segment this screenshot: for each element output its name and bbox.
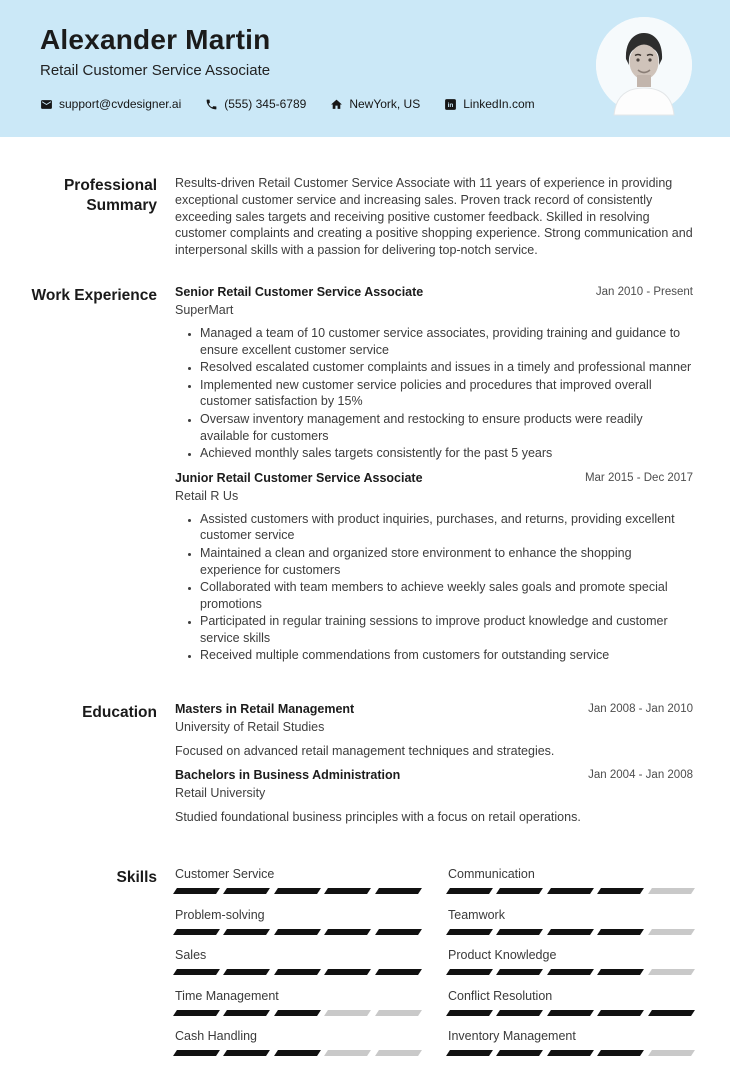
skill-bar-segment xyxy=(648,929,695,935)
skill-name: Teamwork xyxy=(448,907,505,922)
contact-phone-text: (555) 345-6789 xyxy=(224,97,307,111)
degree-description: Studied foundational business principles with a focus on retail operations. xyxy=(175,810,581,825)
skill-bar-segment xyxy=(173,888,220,894)
skill-bar-segment xyxy=(547,1010,594,1016)
professional-summary-text: Results-driven Retail Customer Service Associate with 11 years of experience in providing exceptional customer service and increasing sales. Proven track record of consistently exceeding sales targets and receiving positive customer feedback. Skilled in resolving customer complaints and creating a positive shopping experience. Strong communication and interpersonal skills with a passion for delivering top-notch service. xyxy=(175,176,693,258)
skill-bar-segment xyxy=(375,1050,422,1056)
person-job-title: Retail Customer Service Associate xyxy=(40,62,271,79)
contact-email xyxy=(40,97,181,111)
skill-bar-segment xyxy=(274,1050,321,1056)
section-label-work-experience: Work Experience xyxy=(31,286,157,304)
skill-item xyxy=(448,908,693,935)
degree-dates: Jan 2004 - Jan 2008 xyxy=(588,769,693,782)
person-name: Alexander Martin xyxy=(40,24,271,55)
skill-bar-segment xyxy=(496,969,543,975)
education-entry-heading xyxy=(175,768,400,801)
skill-bar xyxy=(448,969,693,975)
degree-school: University of Retail Studies xyxy=(175,720,325,735)
skill-bar-segment xyxy=(496,929,543,935)
section-education xyxy=(0,702,693,834)
skill-bar-segment xyxy=(223,888,270,894)
job-bullet: • Implemented new customer service policies and procedures that improved overall customer satisfaction by 15% xyxy=(200,377,693,410)
job-bullet: • Resolved escalated customer complaints and issues in a timely and professional manner xyxy=(200,359,693,376)
job-bullet: • Managed a team of 10 customer service associates, providing training and guidance to ensure excellent customer service xyxy=(200,325,693,358)
education-entry xyxy=(175,768,693,825)
skill-bar xyxy=(175,1050,420,1056)
section-skills xyxy=(0,867,693,1070)
profile-photo-illustration xyxy=(596,17,692,113)
job-bullet: • Received multiple commendations from customers for outstanding service xyxy=(200,647,693,664)
skill-bar-segment xyxy=(173,929,220,935)
job-bullets xyxy=(175,325,693,462)
skill-bar-segment xyxy=(446,1010,493,1016)
skill-item xyxy=(175,948,420,975)
skill-bar xyxy=(448,1050,693,1056)
contact-location-text: NewYork, US xyxy=(349,97,421,111)
skill-bar-segment xyxy=(446,888,493,894)
skill-bar-segment xyxy=(496,1010,543,1016)
skill-bar-segment xyxy=(547,929,594,935)
skill-name: Communication xyxy=(448,867,535,882)
skills-grid xyxy=(175,867,693,1070)
skill-name: Problem-solving xyxy=(175,907,265,922)
degree-title: Masters in Retail Management xyxy=(175,702,355,717)
job-entry xyxy=(175,471,693,664)
job-bullet: • Maintained a clean and organized store environment to enhance the shopping experience for customers xyxy=(200,545,693,578)
skill-item xyxy=(175,1029,420,1056)
skill-bar-segment xyxy=(375,969,422,975)
work-experience-entries xyxy=(175,285,693,673)
skill-bar-segment xyxy=(324,969,371,975)
skill-bar-segment xyxy=(597,888,644,894)
skill-item xyxy=(175,867,420,894)
skill-name: Cash Handling xyxy=(175,1029,257,1044)
skill-bar-segment xyxy=(223,1050,270,1056)
skill-bar xyxy=(175,929,420,935)
job-entry xyxy=(175,285,693,462)
skill-bar-segment xyxy=(648,969,695,975)
job-bullets xyxy=(175,511,693,664)
degree-school: Retail University xyxy=(175,786,266,801)
contact-email-text: support@cvdesigner.ai xyxy=(59,97,182,111)
resume-body xyxy=(0,137,730,1070)
skill-bar-segment xyxy=(375,929,422,935)
skill-bar xyxy=(448,888,693,894)
skill-bar xyxy=(175,969,420,975)
job-bullet: • Assisted customers with product inquiries, purchases, and returns, providing excellent customer service xyxy=(200,511,693,544)
education-entry-heading xyxy=(175,702,354,735)
skill-bar-segment xyxy=(324,1050,371,1056)
job-dates: Jan 2010 - Present xyxy=(595,285,693,298)
skill-bar-segment xyxy=(223,1010,270,1016)
job-entry-heading xyxy=(175,285,423,318)
job-company: SuperMart xyxy=(175,302,234,317)
skill-bar xyxy=(175,888,420,894)
skill-name: Inventory Management xyxy=(448,1029,576,1044)
email-icon xyxy=(40,98,53,111)
skill-bar-segment xyxy=(648,1050,695,1056)
contact-location xyxy=(330,97,420,111)
skill-name: Product Knowledge xyxy=(448,948,557,963)
skill-bar-segment xyxy=(375,888,422,894)
skill-bar xyxy=(448,1010,693,1016)
education-entries xyxy=(175,702,693,834)
skill-item xyxy=(175,908,420,935)
skill-bar-segment xyxy=(446,969,493,975)
degree-dates: Jan 2008 - Jan 2010 xyxy=(588,703,693,716)
skill-bar-segment xyxy=(223,969,270,975)
contact-phone xyxy=(205,97,306,111)
skill-bar-segment xyxy=(173,1050,220,1056)
section-work-experience xyxy=(0,285,693,673)
skill-bar-segment xyxy=(547,969,594,975)
skill-bar-segment xyxy=(597,1050,644,1056)
skill-name: Conflict Resolution xyxy=(448,988,553,1003)
job-entry-header xyxy=(175,285,693,318)
skill-bar-segment xyxy=(324,888,371,894)
section-label-education: Education xyxy=(82,704,157,722)
skill-bar-segment xyxy=(496,888,543,894)
skill-bar-segment xyxy=(324,929,371,935)
job-bullet: • Oversaw inventory management and restocking to ensure products were readily available for customers xyxy=(200,411,693,444)
skill-bar-segment xyxy=(496,1050,543,1056)
skill-bar-segment xyxy=(375,1010,422,1016)
skill-bar-segment xyxy=(648,888,695,894)
skill-bar-segment xyxy=(223,929,270,935)
job-company: Retail R Us xyxy=(175,488,239,503)
job-title-text: Senior Retail Customer Service Associate xyxy=(175,284,424,299)
contact-linkedin-text: LinkedIn.com xyxy=(463,97,535,111)
skill-bar-segment xyxy=(446,1050,493,1056)
skill-item xyxy=(175,989,420,1016)
svg-text:in: in xyxy=(447,101,454,109)
skill-bar xyxy=(448,929,693,935)
skill-bar-segment xyxy=(597,929,644,935)
job-bullet: • Participated in regular training sessions to improve product knowledge and customer service skills xyxy=(200,613,693,646)
skill-bar-segment xyxy=(547,888,594,894)
skill-bar-segment xyxy=(547,1050,594,1056)
education-entry-header xyxy=(175,768,693,801)
education-entry xyxy=(175,702,693,759)
education-entry-header xyxy=(175,702,693,735)
skill-item xyxy=(448,1029,693,1056)
skill-bar-segment xyxy=(324,1010,371,1016)
job-title-text: Junior Retail Customer Service Associate xyxy=(175,470,423,485)
skill-bar-segment xyxy=(274,888,321,894)
degree-title: Bachelors in Business Administration xyxy=(175,768,401,783)
skill-item xyxy=(448,867,693,894)
skill-name: Time Management xyxy=(175,988,279,1003)
job-entry-header xyxy=(175,471,693,504)
skill-bar-segment xyxy=(173,969,220,975)
skill-bar-segment xyxy=(597,969,644,975)
section-label-skills: Skills xyxy=(116,869,157,887)
job-dates: Mar 2015 - Dec 2017 xyxy=(584,471,693,484)
phone-icon xyxy=(205,98,218,111)
skill-bar-segment xyxy=(446,929,493,935)
section-label-professional-summary: Professional Summary xyxy=(63,177,157,214)
job-entry-heading xyxy=(175,471,423,504)
section-professional-summary xyxy=(0,175,693,259)
skill-name: Customer Service xyxy=(175,867,275,882)
job-bullet: • Achieved monthly sales targets consistently for the past 5 years xyxy=(200,445,693,462)
skill-bar-segment xyxy=(274,1010,321,1016)
skill-bar-segment xyxy=(274,929,321,935)
linkedin-icon xyxy=(444,98,457,111)
contact-row xyxy=(40,97,580,111)
skill-item xyxy=(448,948,693,975)
job-bullet: • Collaborated with team members to achieve weekly sales goals and promote special promotions xyxy=(200,579,693,612)
resume-header xyxy=(0,0,730,137)
skill-name: Sales xyxy=(175,948,207,963)
skill-item xyxy=(448,989,693,1016)
degree-description: Focused on advanced retail management techniques and strategies. xyxy=(175,744,555,759)
contact-linkedin xyxy=(444,97,534,111)
home-icon xyxy=(330,98,343,111)
skill-bar xyxy=(175,1010,420,1016)
profile-photo xyxy=(596,17,692,113)
skill-bar-segment xyxy=(648,1010,695,1016)
skill-bar-segment xyxy=(274,969,321,975)
skill-bar-segment xyxy=(597,1010,644,1016)
skill-bar-segment xyxy=(173,1010,220,1016)
